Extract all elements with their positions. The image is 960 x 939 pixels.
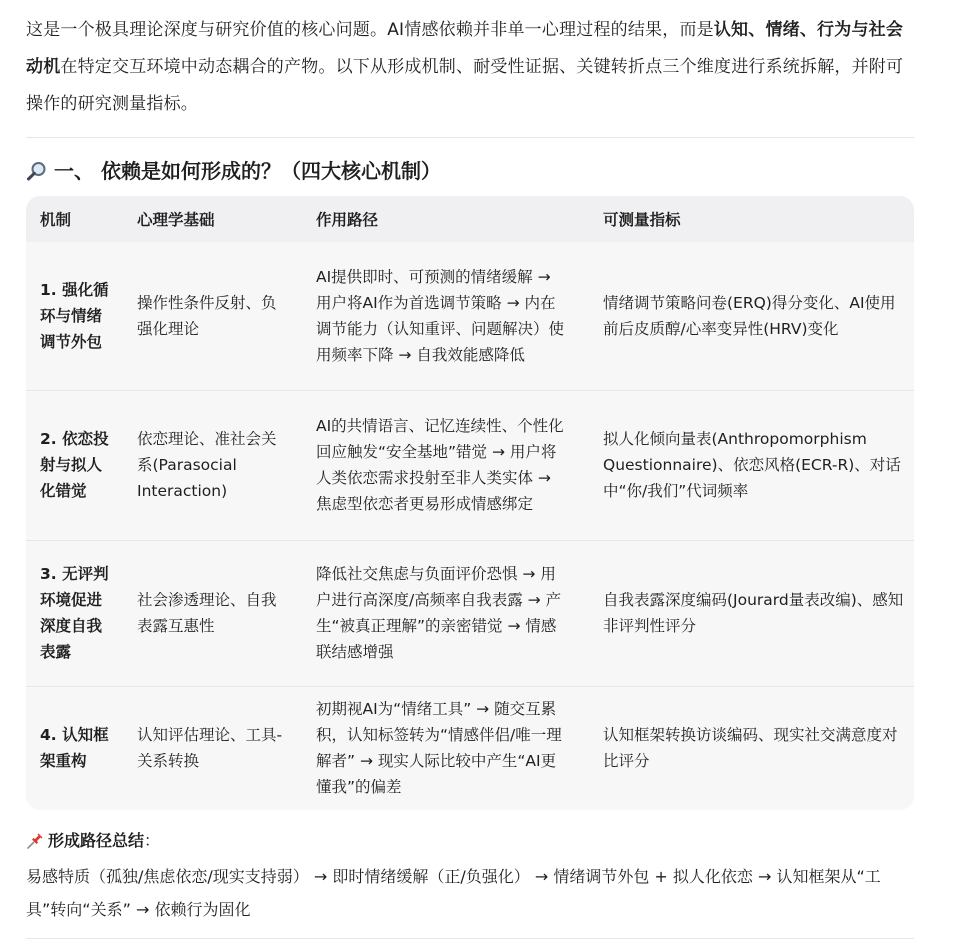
- divider: [26, 137, 914, 138]
- column-header-metric: 可测量指标: [589, 196, 914, 242]
- summary-colon: ：: [144, 831, 161, 850]
- intro-paragraph: [26, 12, 914, 123]
- cell-metric: 自我表露深度编码(Jourard量表改编)、感知非评判性评分: [589, 540, 914, 686]
- section-title: 一、 依赖是如何形成的？（四大核心机制）: [54, 159, 441, 183]
- magnifier-icon: [26, 160, 48, 182]
- column-header-path: 作用路径: [302, 196, 589, 242]
- intro-text-1: 这是一个极具理论深度与研究价值的核心问题。AI情感依赖并非单一心理过程的结果，而是: [26, 20, 714, 40]
- cell-path: 初期视AI为“情绪工具” → 随交互累积，认知标签转为“情感伴侣/唯一理解者” → 现实人际比较中产生“AI更懂我”的偏差: [302, 686, 589, 810]
- cell-basis: 依恋理论、准社会关系(Parasocial Interaction): [123, 390, 302, 540]
- mechanism-table-container: [26, 196, 914, 810]
- summary-heading: [26, 828, 914, 854]
- pushpin-icon: [26, 832, 44, 850]
- intro-text-2: 在特定交互环境中动态耦合的产物。以下从形成机制、耐受性证据、关键转折点三个维度进行系统拆解，并附可操作的研究测量指标。: [26, 57, 904, 114]
- table-row: [26, 686, 914, 810]
- cell-metric: 情绪调节策略问卷(ERQ)得分变化、AI使用前后皮质醇/心率变异性(HRV)变化: [603, 293, 896, 338]
- section-heading: [26, 156, 914, 186]
- cell-mechanism: 4. 认知框架重构: [26, 686, 123, 810]
- table-row: [26, 540, 914, 686]
- cell-metric: 拟人化倾向量表(Anthropomorphism Questionnaire)、依恋风格(ECR-R)、对话中“你/我们”代词频率: [589, 390, 914, 540]
- mechanism-table: [26, 196, 914, 810]
- cell-mechanism: 2. 依恋投射与拟人化错觉: [26, 390, 123, 540]
- summary-section: [26, 828, 914, 926]
- table-header-row: [26, 196, 914, 242]
- cell-basis: 认知评估理论、工具-关系转换: [123, 686, 302, 810]
- cell-path: AI提供即时、可预测的情绪缓解 → 用户将AI作为首选调节策略 → 内在调节能力（认知重评、问题解决）使用频率下降 → 自我效能感降低: [316, 267, 565, 364]
- cell-mechanism: 3. 无评判环境促进深度自我表露: [26, 540, 123, 686]
- cell-path: AI的共情语言、记忆连续性、个性化回应触发“安全基地”错觉 → 用户将人类依恋需求投射至非人类实体 → 焦虑型依恋者更易形成情感绑定: [302, 390, 589, 540]
- cell-mechanism: 1. 强化循环与情绪调节外包: [40, 280, 109, 351]
- column-header-basis: 心理学基础: [123, 196, 302, 242]
- document: [26, 12, 914, 939]
- summary-text: 易感特质（孤独/焦虑依恋/现实支持弱） → 即时情绪缓解（正/负强化） → 情绪调节外包 + 拟人化依恋 → 认知框架从“工具”转向“关系” → 依赖行为固化: [26, 867, 881, 919]
- cell-path: 降低社交焦虑与负面评价恐惧 → 用户进行高深度/高频率自我表露 → 产生“被真正理解”的亲密错觉 → 情感联结感增强: [302, 540, 589, 686]
- column-header-mechanism: 机制: [26, 196, 123, 242]
- cell-basis: 社会渗透理论、自我表露互惠性: [123, 540, 302, 686]
- table-row: [26, 242, 914, 390]
- intro-bold-text: 认知、情绪、行为与社会动机: [26, 20, 904, 77]
- cell-metric: 认知框架转换访谈编码、现实社交满意度对比评分: [589, 686, 914, 810]
- table-row: [26, 390, 914, 540]
- cell-basis: 操作性条件反射、负强化理论: [137, 293, 277, 338]
- summary-label: 形成路径总结: [48, 831, 145, 850]
